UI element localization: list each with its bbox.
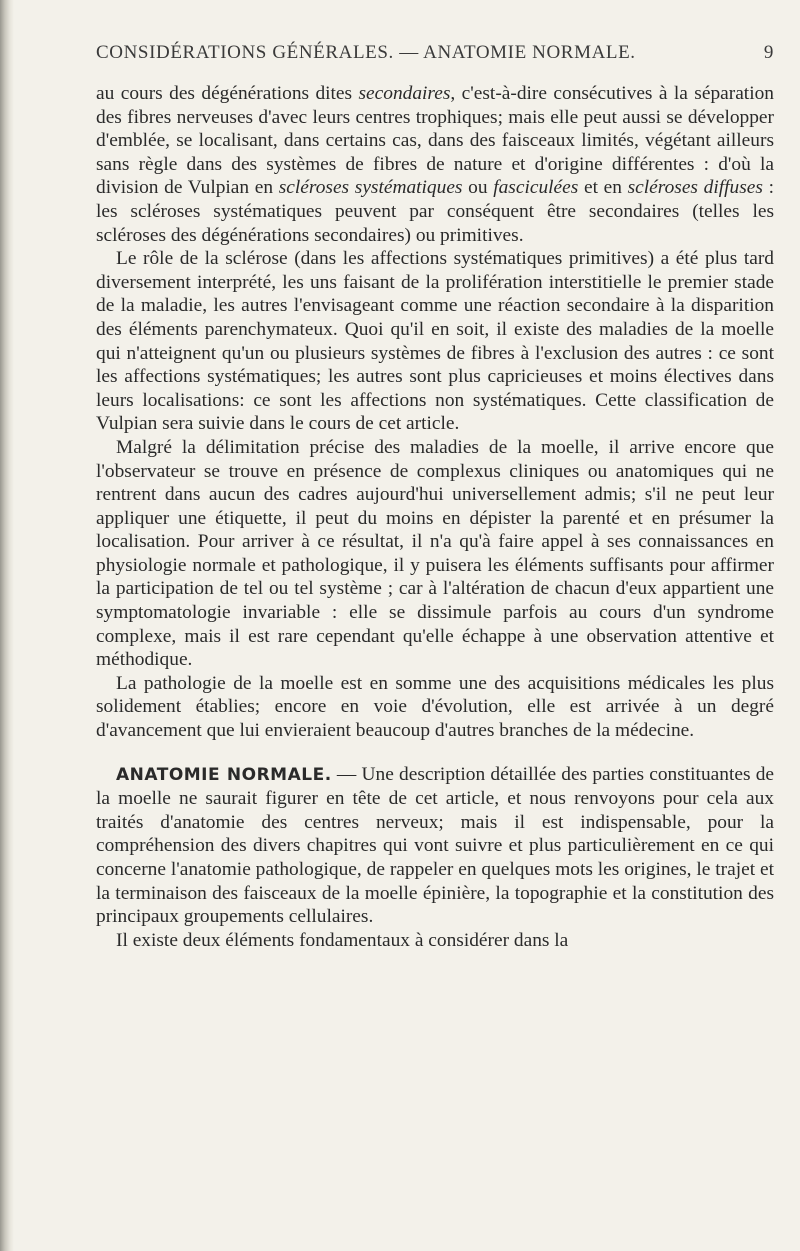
italic-term: scléroses diffuses [627,177,763,199]
paragraph-4: La pathologie de la moelle est en somme une des acquisitions médicales les plus solidement établies; encore en voie d'évolution, elle est arrivée à un degré d'avancement que lui envieraient beaucoup d'autres branches de la médecine. [96,672,774,742]
section-heading: ANATOMIE NORMALE. [116,764,332,785]
page-number: 9 [763,42,774,63]
text-run: : les scléroses systématiques peuvent par conséquent être secondaires (telles les scléroses des dégénérations secondaires) ou primitives. [96,177,774,246]
paragraph-6: Il existe deux éléments fondamentaux à considérer dans la [116,929,569,951]
paragraph-3: Malgré la délimitation précise des maladies de la moelle, il arrive encore que l'observateur se trouve en présence de complexus cliniques ou anatomiques qui ne rentrent dans aucun des cadres aujourd'hui universellement admis; s'il ne peut leur appliquer une étiquette, il peut du moins en dépister la parenté et en présumer la localisation. Pour arriver à ce résultat, il n'a qu'à faire appel à ses connaissances en physiologie normale et pathologique, il y puisera les éléments suffisants pour affirmer la participation de tel ou tel système ; car à l'altération de chacun d'eux appartient une symptomatologie invariable : elle se dissimule parfois au cours d'un syndrome complexe, mais il est rare cependant qu'elle échappe à une observation attentive et méthodique. [96,436,774,671]
paragraph-2: Le rôle de la sclérose (dans les affections systématiques primitives) a été plus tard diversement interprété, les uns faisant de la prolifération interstitielle le premier stade de la maladie, les autres l'envisageant comme une réaction secondaire à la disparition des éléments parenchymateux. Quoi qu'il en soit, il existe des maladies de la moelle qui n'atteignent qu'un ou plusieurs systèmes de fibres à l'exclusion des autres : ce sont les affections systématiques; les autres sont plus capricieuses et moins électives dans leurs localisations: ce sont les affections non systématiques. Cette classification de Vulpian sera suivie dans le cours de cet article. [96,248,774,435]
italic-term: scléroses systématiques [278,177,463,199]
text-run: , c'est-à-dire consécutives à la séparation des fibres nerveuses d'avec leurs centres trophiques; mais elle peut aussi se développer d'emblée, se localisant, dans certains cas, dans des faisceaux limités, végétant ailleurs sans règle dans des systèmes de fibres de nature et d'origine différentes : d'où la division de Vulpian en [96,83,774,199]
text-run: et en [578,177,628,199]
paragraph-1 [96,82,774,247]
page-header [96,42,774,72]
running-head: CONSIDÉRATIONS GÉNÉRALES. — ANATOMIE NORMALE. [96,42,636,63]
page-binding-edge [0,0,14,1251]
italic-term: fasciculées [493,177,579,199]
text-run: — Une description détaillée des parties constituantes de la moelle ne saurait figurer en tête de cet article, et nous renvoyons pour cela aux traités d'anatomie des centres nerveux; mais il est indispensable, pour la compréhension des divers chapitres qui vont suivre et plus particulièrement en ce qui concerne l'anatomie pathologique, de rappeler en quelques mots les origines, le trajet et la terminaison des faisceaux de la moelle épinière, la topographie et la constitution des principaux groupements cellulaires. [96,763,775,928]
text-run: ou [462,177,494,199]
paragraph-5 [96,763,774,929]
italic-term: secondaires [358,83,451,104]
body-text [96,82,774,952]
text-run: au cours des dégénérations dites [96,83,359,104]
